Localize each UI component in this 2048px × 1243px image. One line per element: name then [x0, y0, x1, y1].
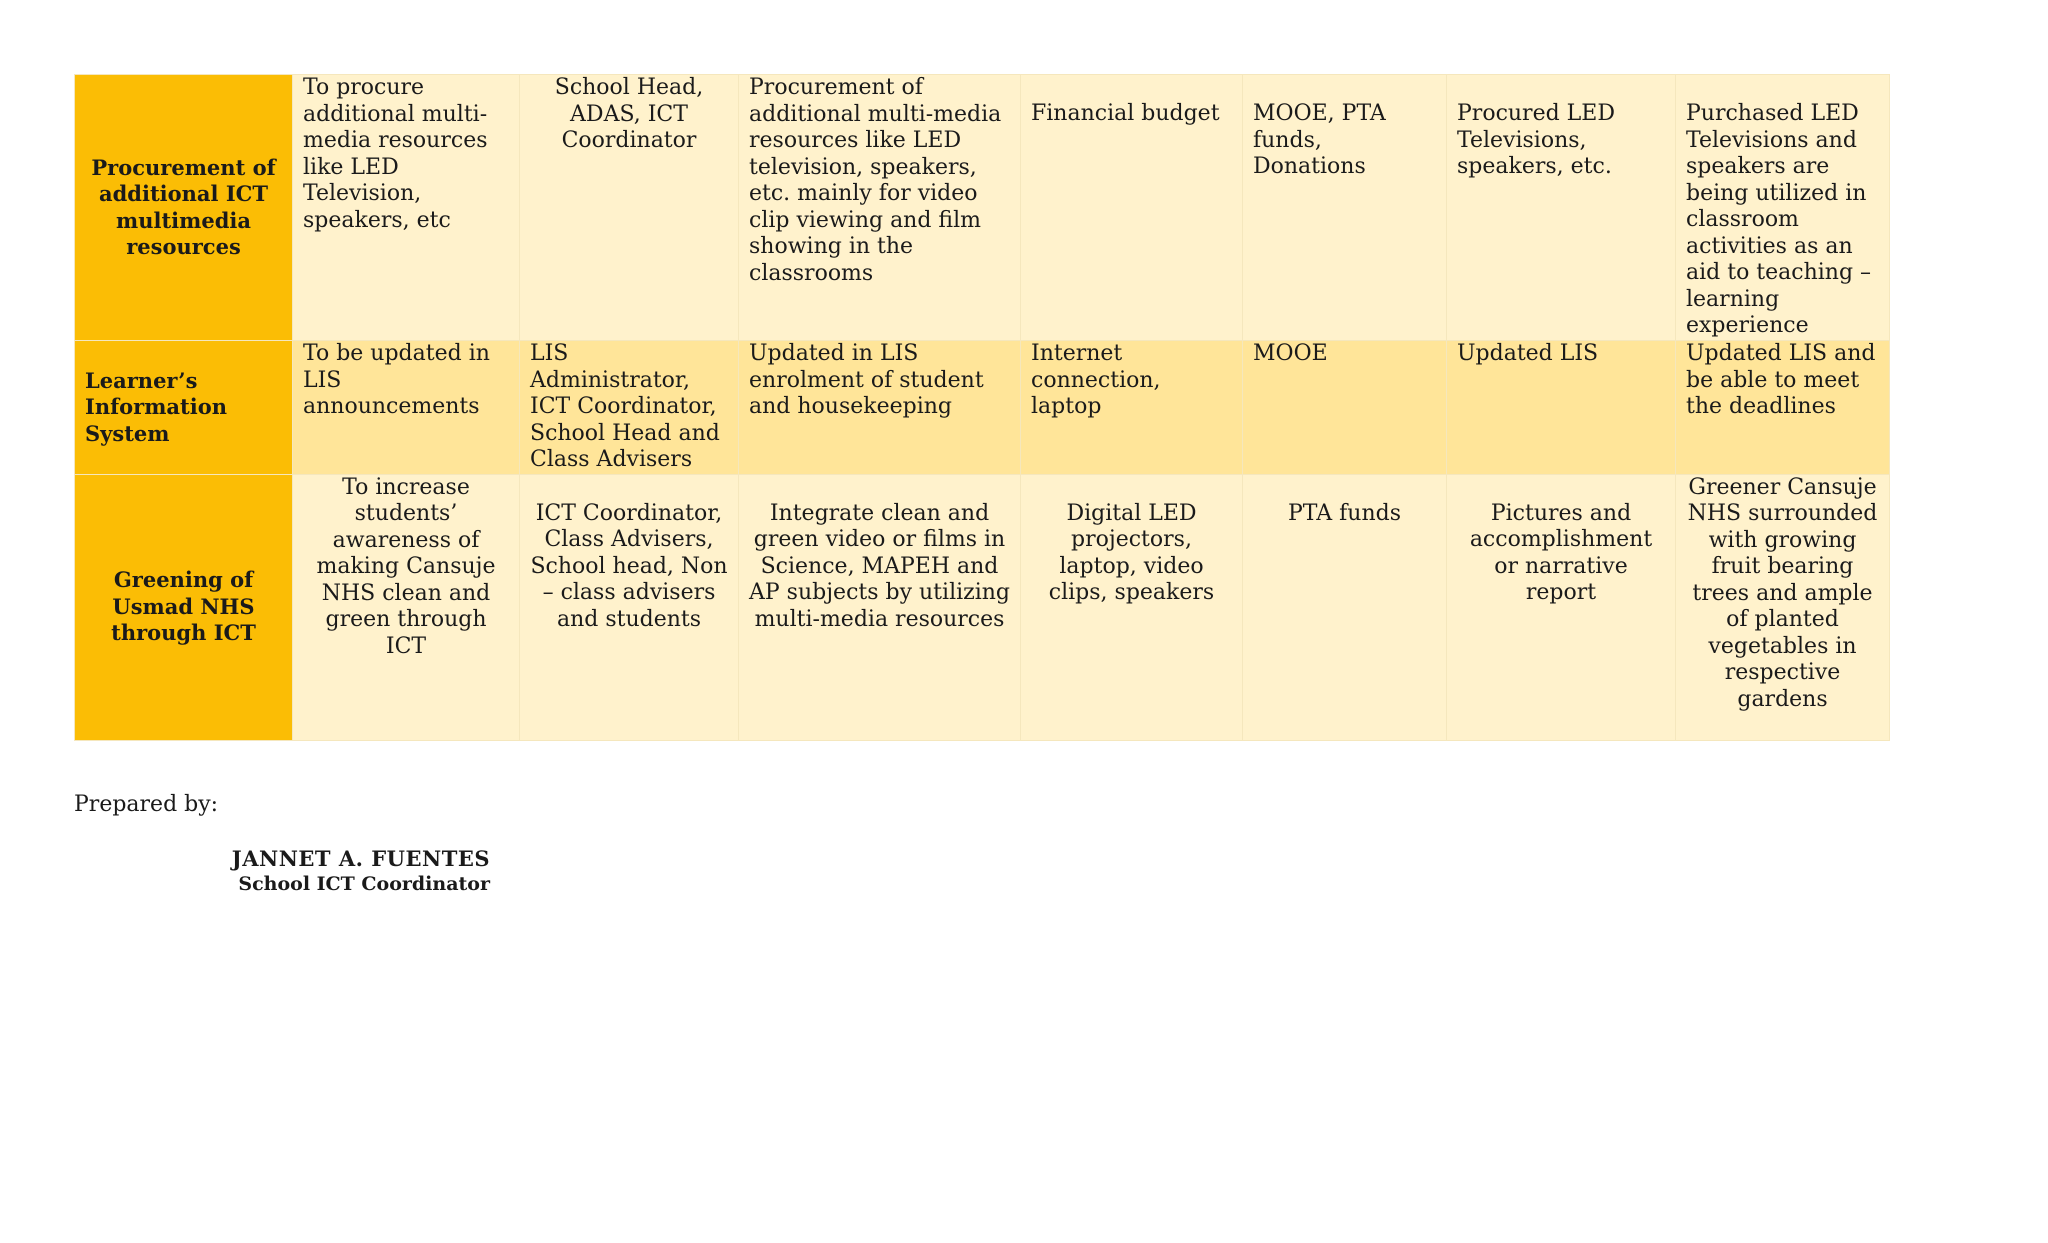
table-row: [75, 341, 1890, 475]
funds-cell: PTA funds: [1243, 474, 1447, 740]
signatory-name: JANNET A. FUENTES: [231, 846, 490, 871]
activity-cell: Greening of Usmad NHS through ICT: [75, 474, 293, 740]
output-cell: Updated LIS: [1447, 341, 1676, 475]
persons-cell: School Head, ADAS, ICT Coordinator: [520, 75, 739, 341]
resources-cell: Financial budget: [1021, 75, 1243, 341]
objective-cell: To be updated in LIS announcements: [293, 341, 520, 475]
prepared-by-label: Prepared by:: [74, 792, 219, 817]
resources-cell: Internet connection, laptop: [1021, 341, 1243, 475]
objective-cell: To procure additional multi-media resources like LED Television, speakers, etc: [293, 75, 520, 341]
signatory-block: [190, 846, 490, 895]
outcome-cell: Greener Cansuje NHS surrounded with growing fruit bearing trees and ample of planted vegetables in respective gardens: [1676, 474, 1890, 740]
activity-cell: Procurement of additional ICT multimedia resources: [75, 75, 293, 341]
persons-cell: ICT Coordinator, Class Advisers, School head, Non – class advisers and students: [520, 474, 739, 740]
resources-cell: Digital LED projectors, laptop, video clips, speakers: [1021, 474, 1243, 740]
activity-cell: Learner’s Information System: [75, 341, 293, 475]
funds-cell: MOOE: [1243, 341, 1447, 475]
funds-cell: MOOE, PTA funds, Donations: [1243, 75, 1447, 341]
objective-cell: To increase students’ awareness of making Cansuje NHS clean and green through ICT: [293, 474, 520, 740]
outcome-cell: Purchased LED Televisions and speakers are being utilized in classroom activities as an aid to teaching – learning experience: [1676, 75, 1890, 341]
signatory-role: School ICT Coordinator: [238, 873, 490, 895]
persons-cell: LIS Administrator, ICT Coordinator, School Head and Class Advisers: [520, 341, 739, 475]
table-row: [75, 75, 1890, 341]
table-row: [75, 474, 1890, 740]
strategy-cell: Procurement of additional multi-media resources like LED television, speakers, etc. mainly for video clip viewing and film showing in the classrooms: [739, 75, 1021, 341]
outcome-cell: Updated LIS and be able to meet the deadlines: [1676, 341, 1890, 475]
output-cell: Procured LED Televisions, speakers, etc.: [1447, 75, 1676, 341]
output-cell: Pictures and accomplishment or narrative report: [1447, 474, 1676, 740]
action-plan-table: [74, 74, 1890, 741]
strategy-cell: Integrate clean and green video or films in Science, MAPEH and AP subjects by utilizing multi-media resources: [739, 474, 1021, 740]
strategy-cell: Updated in LIS enrolment of student and housekeeping: [739, 341, 1021, 475]
